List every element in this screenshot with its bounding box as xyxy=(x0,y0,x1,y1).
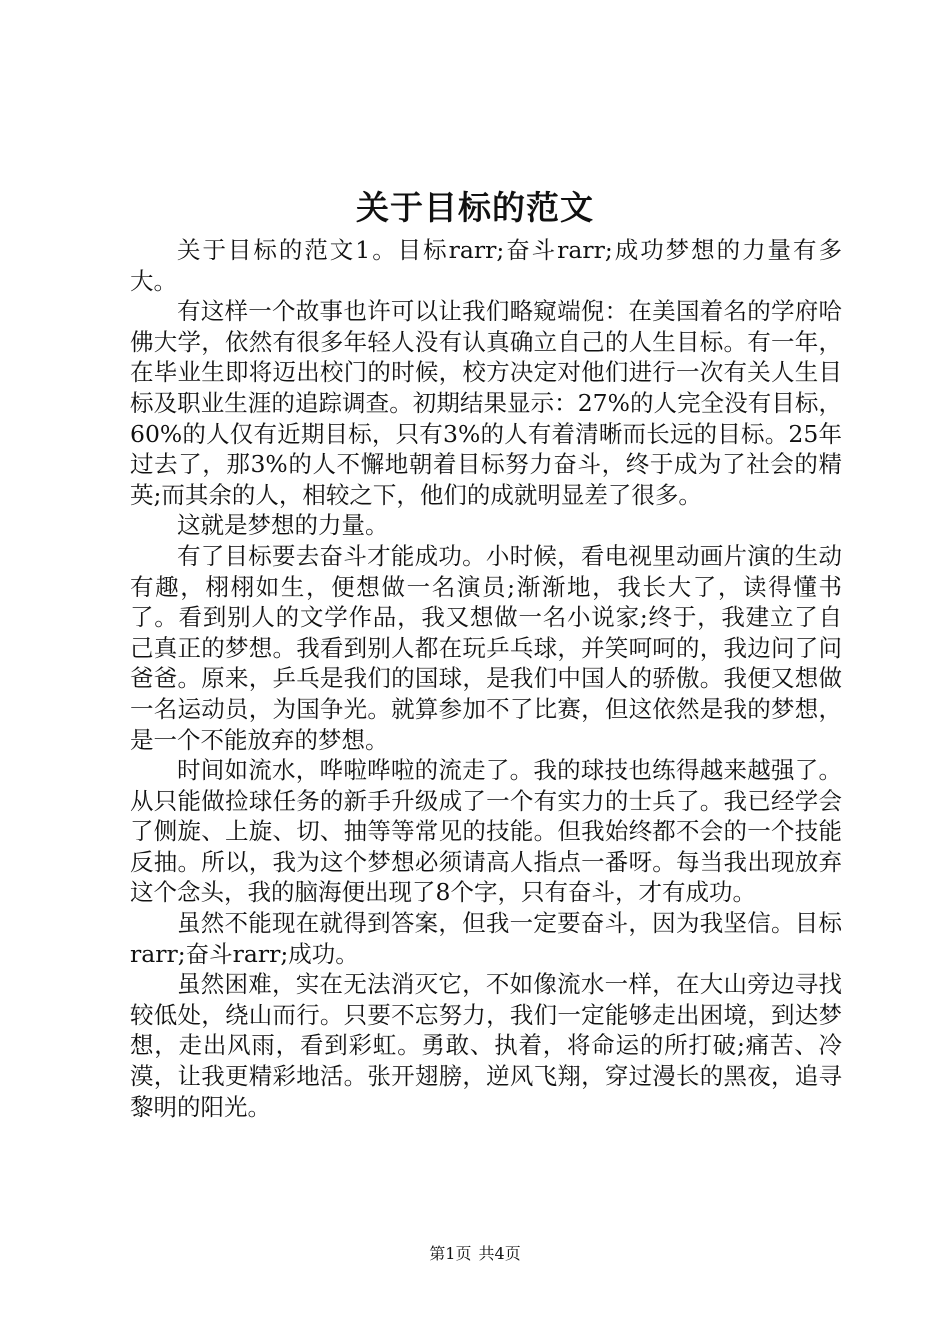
page-number-footer: 第1页 共4页 xyxy=(429,1244,521,1263)
paragraph-4: 有了目标要去奋斗才能成功。小时候，看电视里动画片演的生动有趣，栩栩如生，便想做一名演员;渐渐地，我长大了，读得懂书了。看到别人的文学作品，我又想做一名小说家;终于，我建立了自己真正的梦想。我看到别人都在玩乒乓球，并笑呵呵的，我边问了问爸爸。原来，乒乓是我们的国球，是我们中国人的骄傲。我便又想做一名运动员，为国争光。就算参加不了比赛，但这依然是我的梦想，是一个不能放弃的梦想。 xyxy=(130,541,842,754)
paragraph-2: 有这样一个故事也许可以让我们略窥端倪：在美国着名的学府哈佛大学，依然有很多年轻人没有认真确立自己的人生目标。有一年，在毕业生即将迈出校门的时候，校方决定对他们进行一次有关人生目标及职业生涯的追踪调查。初期结果显示：27%的人完全没有目标，60%的人仅有近期目标，只有3%的人有着清晰而长远的目标。25年过去了，那3%的人不懈地朝着目标努力奋斗，终于成为了社会的精英;而其余的人，相较之下，他们的成就明显差了很多。 xyxy=(130,297,842,509)
paragraph-3: 这就是梦想的力量。 xyxy=(177,511,389,540)
paragraph-1: 关于目标的范文1。目标rarr;奋斗rarr;成功梦想的力量有多大。 xyxy=(130,236,842,295)
paragraph-5: 时间如流水，哗啦哗啦的流走了。我的球技也练得越来越强了。从只能做捡球任务的新手升级成了一个有实力的士兵了。我已经学会了侧旋、上旋、切、抽等等常见的技能。但我始终都不会的一个技能反抽。所以，我为这个梦想必须请高人指点一番呀。每当我出现放弃这个念头，我的脑海便出现了8个字，只有奋斗，才有成功。 xyxy=(130,756,842,907)
paragraph-7: 虽然困难，实在无法消灭它，不如像流水一样，在大山旁边寻找较低处，绕山而行。只要不忘努力，我们一定能够走出困境，到达梦想，走出风雨，看到彩虹。勇敢、执着，将命运的所打破;痛苦、冷漠，让我更精彩地活。张开翅膀，逆风飞翔，穿过漫长的黑夜，追寻黎明的阳光。 xyxy=(130,970,842,1121)
paragraph-6: 虽然不能现在就得到答案，但我一定要奋斗，因为我坚信。目标rarr;奋斗rarr;成功。 xyxy=(130,909,842,968)
document-body xyxy=(130,235,842,1122)
document-title: 关于目标的范文 xyxy=(356,188,594,227)
